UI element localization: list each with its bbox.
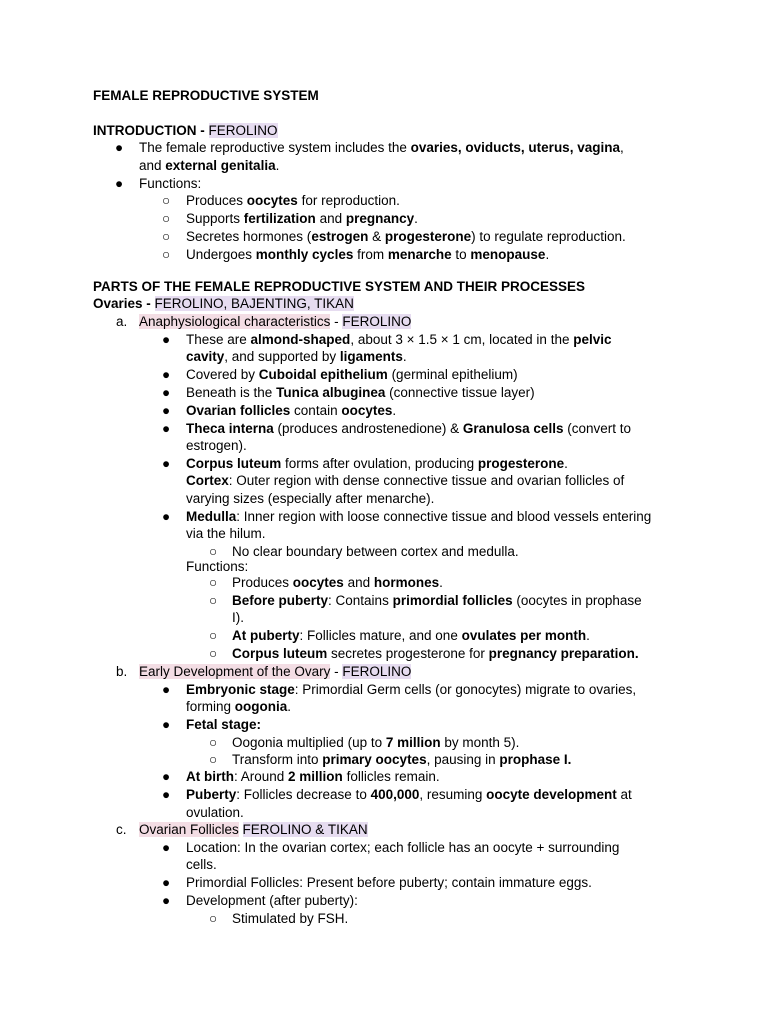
c-item-3: Development (after puberty): xyxy=(186,893,358,908)
bullet-icon: ● xyxy=(162,717,171,732)
section-a-author-tag: FEROLINO xyxy=(342,314,412,329)
a-item-3: Beneath is the Tunica albuginea (connective tissue layer) xyxy=(186,385,535,400)
bullet-icon: ● xyxy=(162,332,171,347)
hollow-bullet-icon: ○ xyxy=(209,752,218,767)
ovaries-heading: Ovaries - FEROLINO, BAJENTING, TIKAN xyxy=(93,296,354,311)
bullet-icon: ● xyxy=(162,682,171,697)
section-c-marker: c. xyxy=(116,822,127,837)
intro-functions-label: Functions: xyxy=(139,176,202,191)
section-b-heading: Early Development of the Ovary - FEROLINO xyxy=(139,664,412,679)
c-item-2: Primordial Follicles: Present before puberty; contain immature eggs. xyxy=(186,875,592,890)
intro-function-3: Secretes hormones (estrogen & progesterone) to regulate reproduction. xyxy=(186,229,626,244)
parts-heading: PARTS OF THE FEMALE REPRODUCTIVE SYSTEM AND THEIR PROCESSES xyxy=(93,279,586,294)
section-a-marker: a. xyxy=(116,314,128,329)
a-cortex-line: Cortex: Outer region with dense connective tissue and ovarian follicles of xyxy=(186,473,625,488)
b-item-2: Fetal stage: xyxy=(186,717,262,732)
intro-author-tag: FEROLINO xyxy=(208,123,278,138)
intro-function-1: Produces oocytes for reproduction. xyxy=(186,193,400,208)
a-item-1-cont: cavity, and supported by ligaments. xyxy=(186,349,407,364)
a-item-5: Theca interna (produces androstenedione) & Granulosa cells (convert to xyxy=(186,421,631,436)
section-a-heading: Anaphysiological characteristics - FEROLINO xyxy=(139,314,412,329)
intro-heading: INTRODUCTION - FEROLINO xyxy=(93,123,278,138)
a-subitem-boundary: No clear boundary between cortex and medulla. xyxy=(232,544,519,559)
a-function-2: Before puberty: Contains primordial follicles (oocytes in prophase xyxy=(232,593,642,608)
b-item-3: At birth: Around 2 million follicles remain. xyxy=(186,769,440,784)
hollow-bullet-icon: ○ xyxy=(209,735,218,750)
hollow-bullet-icon: ○ xyxy=(162,211,171,226)
bullet-icon: ● xyxy=(162,421,171,436)
bullet-icon: ● xyxy=(162,403,171,418)
b-item-4: Puberty: Follicles decrease to 400,000, resuming oocyte development at xyxy=(186,787,632,802)
hollow-bullet-icon: ○ xyxy=(209,544,218,559)
bullet-icon: ● xyxy=(162,875,171,890)
c-item-1-cont: cells. xyxy=(186,857,217,872)
bullet-icon: ● xyxy=(162,769,171,784)
b-item-4-cont: ovulation. xyxy=(186,805,244,820)
a-functions-label: Functions: xyxy=(186,559,249,574)
b-subitem-1: Oogonia multiplied (up to 7 million by month 5). xyxy=(232,735,520,750)
b-item-1: Embryonic stage: Primordial Germ cells (or gonocytes) migrate to ovaries, xyxy=(186,682,637,697)
a-item-4: Ovarian follicles contain oocytes. xyxy=(186,403,397,418)
intro-function-2: Supports fertilization and pregnancy. xyxy=(186,211,418,226)
bullet-icon: ● xyxy=(162,385,171,400)
bullet-icon: ● xyxy=(162,840,171,855)
bullet-icon: ● xyxy=(162,893,171,908)
hollow-bullet-icon: ○ xyxy=(209,593,218,608)
bullet-icon: ● xyxy=(162,456,171,471)
bullet-icon: ● xyxy=(162,509,171,524)
a-item-7: Medulla: Inner region with loose connective tissue and blood vessels entering xyxy=(186,509,652,524)
intro-item-1-cont: and external genitalia. xyxy=(139,158,280,173)
a-function-1: Produces oocytes and hormones. xyxy=(232,575,443,590)
ovaries-authors-tag: FEROLINO, BAJENTING, TIKAN xyxy=(154,296,354,311)
document-title: FEMALE REPRODUCTIVE SYSTEM xyxy=(93,88,319,103)
hollow-bullet-icon: ○ xyxy=(209,628,218,643)
b-subitem-2: Transform into primary oocytes, pausing in prophase I. xyxy=(232,752,572,767)
a-item-7-cont: via the hilum. xyxy=(186,526,266,541)
bullet-icon: ● xyxy=(162,367,171,382)
c-item-1: Location: In the ovarian cortex; each follicle has an oocyte + surrounding xyxy=(186,840,620,855)
section-c-authors-tag: FEROLINO & TIKAN xyxy=(242,822,368,837)
hollow-bullet-icon: ○ xyxy=(209,646,218,661)
bullet-icon: ● xyxy=(115,140,124,155)
hollow-bullet-icon: ○ xyxy=(162,229,171,244)
a-function-3: At puberty: Follicles mature, and one ovulates per month. xyxy=(232,628,590,643)
a-function-2-cont: I). xyxy=(232,610,244,625)
bullet-icon: ● xyxy=(162,787,171,802)
hollow-bullet-icon: ○ xyxy=(209,911,218,926)
section-b-author-tag: FEROLINO xyxy=(342,664,412,679)
bullet-icon: ● xyxy=(115,176,124,191)
a-item-2: Covered by Cuboidal epithelium (germinal epithelium) xyxy=(186,367,518,382)
hollow-bullet-icon: ○ xyxy=(162,247,171,262)
a-cortex-line-cont: varying sizes (especially after menarche). xyxy=(186,491,435,506)
a-function-4: Corpus luteum secretes progesterone for pregnancy preparation. xyxy=(232,646,639,661)
hollow-bullet-icon: ○ xyxy=(162,193,171,208)
hollow-bullet-icon: ○ xyxy=(209,575,218,590)
c-subitem-1: Stimulated by FSH. xyxy=(232,911,349,926)
a-item-1: These are almond-shaped, about 3 × 1.5 × 1 cm, located in the pelvic xyxy=(186,332,612,347)
section-c-heading: Ovarian Follicles FEROLINO & TIKAN xyxy=(139,822,368,837)
section-b-marker: b. xyxy=(116,664,128,679)
a-item-5-cont: estrogen). xyxy=(186,438,247,453)
intro-function-4: Undergoes monthly cycles from menarche to menopause. xyxy=(186,247,550,262)
a-item-6: Corpus luteum forms after ovulation, producing progesterone. xyxy=(186,456,568,471)
intro-item-1: The female reproductive system includes the ovaries, oviducts, uterus, vagina, xyxy=(139,140,624,155)
b-item-1-cont: forming oogonia. xyxy=(186,699,292,714)
